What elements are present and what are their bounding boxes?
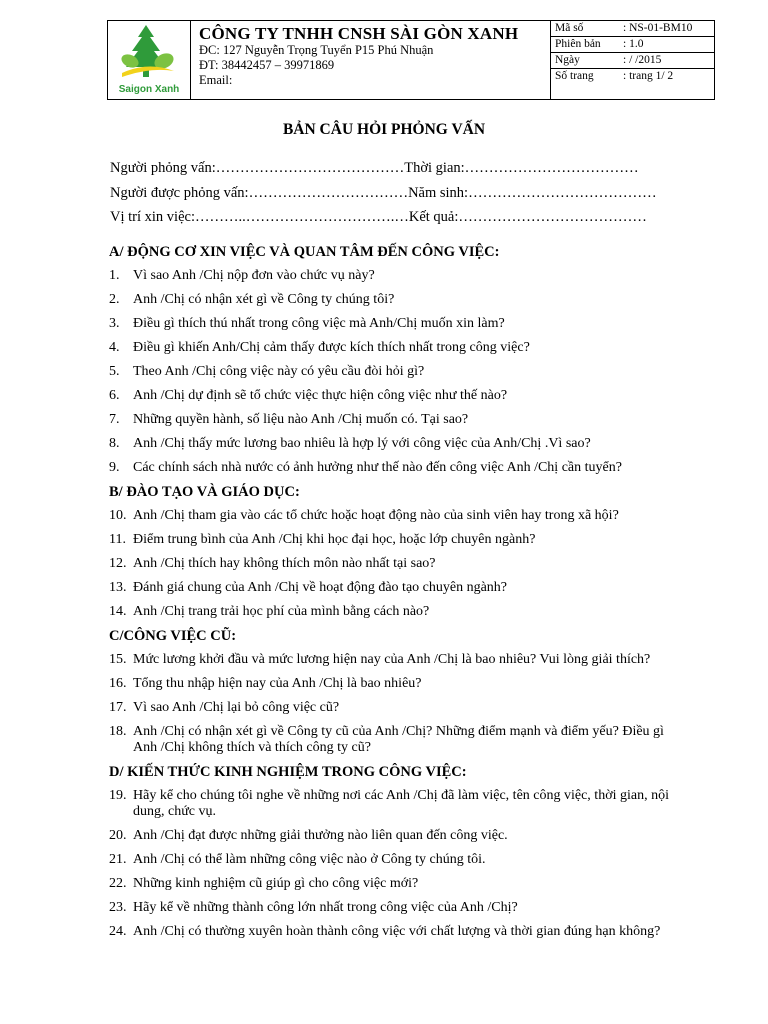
question-text: Anh /Chị có thường xuyên hoàn thành công việc với chất lượng và thời gian đúng hạn không? — [133, 924, 661, 939]
company-logo — [108, 21, 191, 99]
meta-value: : NS-01-BM10 — [623, 22, 693, 34]
question-text: Mức lương khởi đầu và mức lương hiện nay của Anh /Chị là bao nhiêu? Vui lòng giải thích? — [133, 652, 651, 667]
question-number: 14. — [109, 604, 127, 619]
question-item — [109, 292, 679, 308]
question-item — [109, 604, 679, 620]
question-number: 6. — [109, 388, 120, 403]
meta-label: Phiên bản — [555, 38, 601, 50]
question-number: 2. — [109, 292, 120, 307]
question-item — [109, 900, 679, 916]
meta-row-code — [551, 21, 714, 37]
question-item — [109, 700, 679, 716]
question-item — [109, 924, 679, 940]
question-text: Theo Anh /Chị công việc này có yêu cầu đòi hỏi gì? — [133, 364, 425, 379]
question-number: 18. — [109, 724, 127, 739]
question-item — [109, 388, 679, 404]
section-heading: A/ ĐỘNG CƠ XIN VIỆC VÀ QUAN TÂM ĐẾN CÔNG VIỆC: — [109, 244, 500, 260]
question-number: 7. — [109, 412, 120, 427]
question-item — [109, 340, 679, 356]
question-text: Các chính sách nhà nước có ảnh hưởng như thế nào đến công việc Anh /Chị cần tuyển? — [133, 460, 622, 475]
question-text: Anh /Chị có thể làm những công việc nào ở Công ty chúng tôi. — [133, 852, 486, 867]
question-text: Anh /Chị dự định sẽ tổ chức việc thực hiện công việc như thế nào? — [133, 388, 508, 403]
question-text: Hãy kể cho chúng tôi nghe về những nơi các Anh /Chị đã làm việc, tên công việc, thời gian, nội dung, chức vụ. — [133, 788, 669, 819]
question-text: Điều gì thích thú nhất trong công việc mà Anh/Chị muốn xin làm? — [133, 316, 505, 331]
company-email: Email: — [199, 73, 233, 87]
question-text: Điều gì khiến Anh/Chị cảm thấy được kích thích nhất trong công việc? — [133, 340, 530, 355]
meta-value: : trang 1/ 2 — [623, 70, 674, 82]
question-item — [109, 676, 679, 692]
question-text: Hãy kể về những thành công lớn nhất trong công việc của Anh /Chị? — [133, 900, 518, 915]
question-item — [109, 508, 679, 524]
question-text: Anh /Chị trang trải học phí của mình bằng cách nào? — [133, 604, 430, 619]
question-text: Anh /Chị có nhận xét gì về Công ty cũ của Anh /Chị? Những điểm mạnh và điểm yếu? Điều gì Anh /Chị không thích và thích công ty cũ? — [133, 724, 664, 755]
question-text: Những kinh nghiệm cũ giúp gì cho công việc mới? — [133, 876, 419, 891]
question-item — [109, 436, 679, 452]
question-text: Anh /Chị thấy mức lương bao nhiêu là hợp lý với công việc của Anh/Chị .Vì sao? — [133, 436, 591, 451]
question-item — [109, 532, 679, 548]
meta-label: Số trang — [555, 70, 594, 82]
question-item — [109, 580, 679, 596]
question-number: 10. — [109, 508, 127, 523]
question-number: 17. — [109, 700, 127, 715]
document-title: BẢN CÂU HỎI PHỎNG VẤN — [282, 121, 486, 138]
company-info — [191, 21, 551, 99]
question-item — [109, 828, 679, 844]
question-number: 9. — [109, 460, 120, 475]
question-item — [109, 268, 679, 284]
question-text: Anh /Chị thích hay không thích môn nào nhất tại sao? — [133, 556, 436, 571]
document-meta-table — [551, 21, 714, 99]
question-item — [109, 724, 679, 756]
question-number: 3. — [109, 316, 120, 331]
document-header — [107, 20, 715, 100]
question-item — [109, 316, 679, 332]
meta-row-date — [551, 53, 714, 69]
question-text: Những quyền hành, số liệu nào Anh /Chị muốn có. Tại sao? — [133, 412, 469, 427]
info-line-position: Vị trí xin việc:………..………………………….…Kết quả:………………………………… — [110, 209, 647, 225]
company-phone: ĐT: 38442457 – 39971869 — [199, 58, 335, 72]
question-number: 8. — [109, 436, 120, 451]
question-number: 13. — [109, 580, 127, 595]
meta-value: : 1.0 — [623, 38, 644, 50]
meta-label: Ngày — [555, 54, 580, 66]
meta-row-pages — [551, 69, 714, 85]
meta-row-version — [551, 37, 714, 53]
question-number: 4. — [109, 340, 120, 355]
question-text: Anh /Chị tham gia vào các tổ chức hoặc hoạt động nào của sinh viên hay trong xã hội? — [133, 508, 619, 523]
question-item — [109, 556, 679, 572]
section-heading: C/CÔNG VIỆC CŨ: — [109, 628, 237, 644]
meta-label: Mã số — [555, 22, 584, 34]
company-name: CÔNG TY TNHH CNSH SÀI GÒN XANH — [199, 24, 519, 43]
question-item — [109, 364, 679, 380]
section-heading: D/ KIẾN THỨC KINH NGHIỆM TRONG CÔNG VIỆC: — [109, 764, 467, 780]
section-heading: B/ ĐÀO TẠO VÀ GIÁO DỤC: — [109, 484, 300, 500]
question-text: Anh /Chị có nhận xét gì về Công ty chúng tôi? — [133, 292, 395, 307]
question-text: Vì sao Anh /Chị nộp đơn vào chức vụ này? — [133, 268, 375, 283]
info-line-interviewer: Người phỏng vấn:…………………………………Thời gian:……………………………… — [110, 160, 639, 176]
info-line-interviewee: Người được phỏng vấn:……………………………Năm sinh:………………………………… — [110, 185, 657, 201]
logo-text: Saigon Xanh — [118, 84, 180, 95]
question-number: 20. — [109, 828, 127, 843]
question-number: 19. — [109, 788, 127, 803]
question-text: Anh /Chị đạt được những giải thưởng nào liên quan đến công việc. — [133, 828, 508, 843]
question-number: 24. — [109, 924, 127, 939]
question-number: 1. — [109, 268, 120, 283]
question-item — [109, 876, 679, 892]
meta-value: : / /2015 — [623, 54, 662, 66]
question-text: Tổng thu nhập hiện nay của Anh /Chị là bao nhiêu? — [133, 676, 422, 691]
question-number: 15. — [109, 652, 127, 667]
company-address: ĐC: 127 Nguyễn Trọng Tuyển P15 Phú Nhuận — [199, 43, 434, 57]
question-number: 11. — [109, 532, 126, 547]
question-number: 23. — [109, 900, 127, 915]
question-number: 21. — [109, 852, 127, 867]
question-item — [109, 412, 679, 428]
question-number: 12. — [109, 556, 127, 571]
questions-content — [109, 244, 679, 948]
question-number: 5. — [109, 364, 120, 379]
question-item — [109, 788, 679, 820]
question-text: Vì sao Anh /Chị lại bỏ công việc cũ? — [133, 700, 340, 715]
question-item — [109, 460, 679, 476]
question-text: Đánh giá chung của Anh /Chị về hoạt động đào tạo chuyên ngành? — [133, 580, 508, 595]
question-item — [109, 852, 679, 868]
question-item — [109, 652, 679, 668]
question-number: 22. — [109, 876, 127, 891]
question-text: Điểm trung bình của Anh /Chị khi học đại học, hoặc lớp chuyên ngành? — [133, 532, 536, 547]
question-number: 16. — [109, 676, 127, 691]
